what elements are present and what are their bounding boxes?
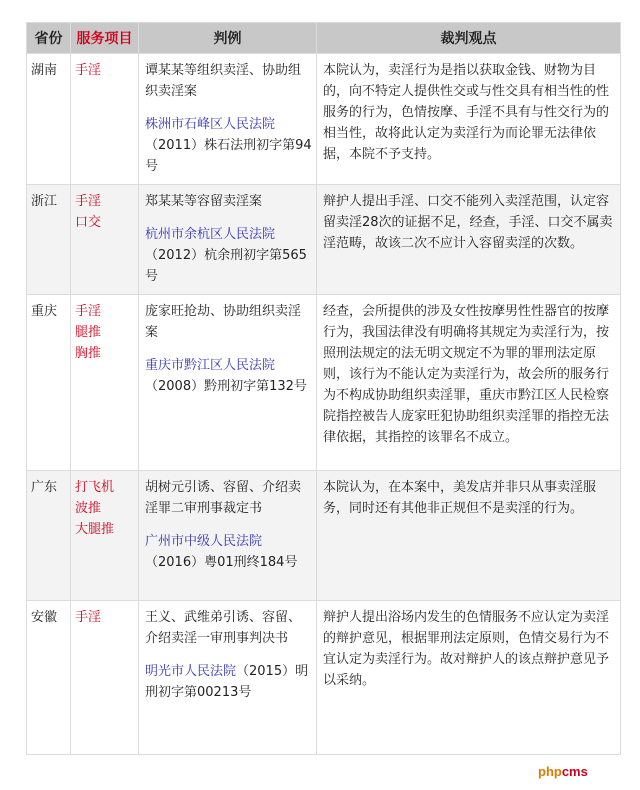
service-item: 手淫 bbox=[75, 63, 102, 78]
service-item: 胸推 bbox=[75, 346, 102, 361]
service-item: 口交 bbox=[75, 215, 102, 230]
watermark-part2: cms bbox=[561, 764, 588, 779]
table-row bbox=[27, 295, 621, 471]
province-cell: 浙江 bbox=[27, 185, 71, 295]
table-row bbox=[27, 185, 621, 295]
court-name: 明光市人民法院 bbox=[145, 664, 237, 679]
service-cell bbox=[71, 601, 139, 755]
case-number: （2008）黔刑初字第132号 bbox=[145, 379, 307, 394]
table-row bbox=[27, 54, 621, 185]
case-number: （2011）株石法刑初字第94号 bbox=[145, 138, 312, 174]
case-cell bbox=[139, 295, 317, 471]
service-cell bbox=[71, 185, 139, 295]
service-item: 手淫 bbox=[75, 194, 102, 209]
case-table bbox=[26, 22, 621, 755]
court-name: 重庆市黔江区人民法院 bbox=[145, 358, 276, 373]
case-cell bbox=[139, 471, 317, 601]
opinion-cell: 辩护人提出浴场内发生的色情服务不应认定为卖淫的辩护意见，根据罪刑法定原则，色情交易行为不宜认定为卖淫行为。故对辩护人的该点辩护意见予以采纳。 bbox=[317, 601, 621, 755]
province-cell: 广东 bbox=[27, 471, 71, 601]
service-cell bbox=[71, 54, 139, 185]
table-header-row bbox=[27, 23, 621, 54]
opinion-cell: 本院认为，在本案中，美发店并非只从事卖淫服务，同时还有其他非正规但不是卖淫的行为。 bbox=[317, 471, 621, 601]
opinion-cell: 辩护人提出手淫、口交不能列入卖淫范围，认定容留卖淫28次的证据不足，经查，手淫、口交不属卖淫范畴，故该二次不应计入容留卖淫的次数。 bbox=[317, 185, 621, 295]
case-title: 胡树元引诱、容留、介绍卖淫罪二审刑事裁定书 bbox=[145, 480, 302, 516]
case-cell bbox=[139, 601, 317, 755]
case-cell bbox=[139, 54, 317, 185]
court-name: 株洲市石峰区人民法院 bbox=[145, 117, 276, 132]
watermark-logo bbox=[538, 764, 588, 779]
table-row bbox=[27, 471, 621, 601]
header-service: 服务项目 bbox=[71, 23, 139, 54]
header-case: 判例 bbox=[139, 23, 317, 54]
service-item: 大腿推 bbox=[75, 522, 115, 537]
case-title: 郑某某等容留卖淫案 bbox=[145, 194, 263, 209]
case-title: 王义、武维弟引诱、容留、介绍卖淫一审刑事判决书 bbox=[145, 610, 302, 646]
service-cell bbox=[71, 471, 139, 601]
opinion-cell: 本院认为，卖淫行为是指以获取金钱、财物为目的，向不特定人提供性交或与性交具有相当性的性服务的行为，色情按摩、手淫不具有与性交行为的相当性，故将此认定为卖淫行为而论罪无法律依据，本院不予支持。 bbox=[317, 54, 621, 185]
service-item: 腿推 bbox=[75, 325, 102, 340]
opinion-cell: 经查，会所提供的涉及女性按摩男性性器官的按摩行为，我国法律没有明确将其规定为卖淫行为，按照刑法规定的法无明文规定不为罪的罪刑法定原则，该行为不能认定为卖淫行为，故会所的服务行为不构成协助组织卖淫罪，重庆市黔江区人民检察院指控被告人庞家旺犯协助组织卖淫罪的指控无法律依据，其指控的该罪名不成立。 bbox=[317, 295, 621, 471]
header-province: 省份 bbox=[27, 23, 71, 54]
case-number: （2016）粤01刑终184号 bbox=[145, 555, 298, 570]
case-title: 谭某某等组织卖淫、协助组织卖淫案 bbox=[145, 63, 302, 99]
header-opinion: 裁判观点 bbox=[317, 23, 621, 54]
service-item: 手淫 bbox=[75, 304, 102, 319]
table-row bbox=[27, 601, 621, 755]
province-cell: 安徽 bbox=[27, 601, 71, 755]
case-number: （2012）杭余刑初字第565号 bbox=[145, 248, 307, 284]
watermark-part1: php bbox=[538, 764, 562, 779]
case-number: （2015）明刑初字第00213号 bbox=[145, 664, 309, 700]
service-item: 手淫 bbox=[75, 610, 102, 625]
case-title: 庞家旺抢劫、协助组织卖淫案 bbox=[145, 304, 302, 340]
service-cell bbox=[71, 295, 139, 471]
service-item: 打飞机 bbox=[75, 480, 115, 495]
province-cell: 重庆 bbox=[27, 295, 71, 471]
province-cell: 湖南 bbox=[27, 54, 71, 185]
court-name: 杭州市余杭区人民法院 bbox=[145, 227, 276, 242]
service-item: 波推 bbox=[75, 501, 102, 516]
court-name: 广州市中级人民法院 bbox=[145, 534, 263, 549]
case-cell bbox=[139, 185, 317, 295]
